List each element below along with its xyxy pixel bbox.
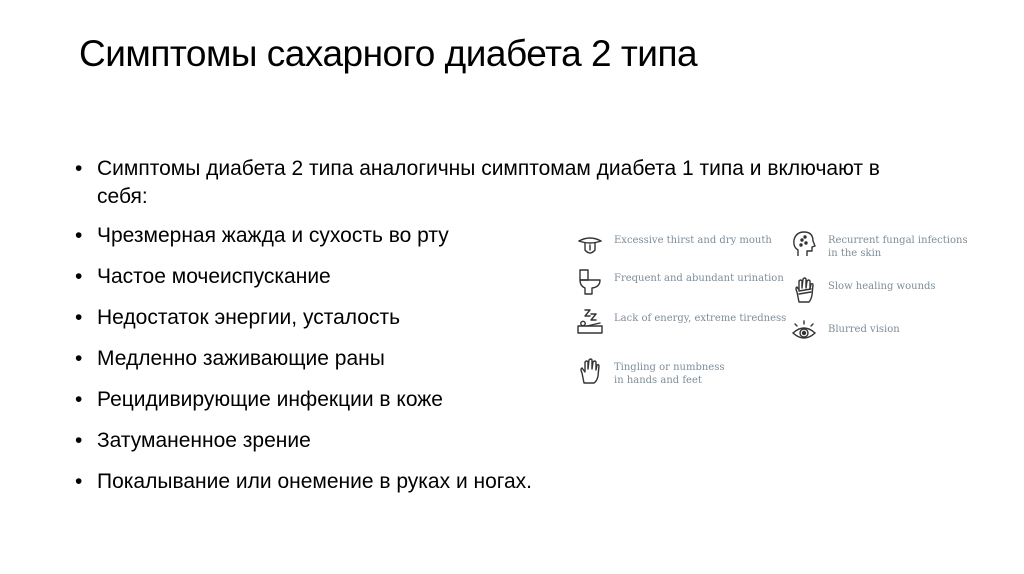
head-icon — [790, 230, 818, 258]
symptom-label: Blurred vision — [828, 324, 900, 335]
bullet-text: Частое мочеиспускание — [97, 265, 331, 288]
slide-title: Симптомы сахарного диабета 2 типа — [79, 33, 698, 74]
symptom-label: Lack of energy, extreme tiredness — [614, 313, 787, 324]
bullet-text: Медленно заживающие раны — [97, 347, 385, 370]
symptoms-infographic — [574, 226, 974, 396]
symptom-urination — [576, 268, 784, 296]
symptom-label: Tingling or numbness in hands and feet — [614, 362, 725, 386]
bandaged-hand-icon — [790, 276, 818, 304]
bullet-dot: • — [75, 429, 83, 452]
bullet-item — [73, 427, 933, 455]
bullet-item — [73, 468, 933, 496]
symptom-fatigue — [576, 308, 786, 336]
bullet-dot: • — [75, 265, 83, 288]
symptom-label: Excessive thirst and dry mouth — [614, 235, 772, 246]
bullet-dot: • — [75, 306, 83, 329]
bullet-dot: • — [75, 157, 83, 180]
symptom-tingling — [576, 357, 725, 387]
symptom-wounds — [790, 276, 936, 304]
toilet-icon — [576, 268, 604, 296]
bullet-text: Покалывание или онемение в руках и ногах. — [97, 470, 533, 493]
tongue-icon — [576, 230, 604, 258]
bullet-item — [73, 155, 927, 211]
symptom-fungal — [790, 230, 968, 260]
symptom-label: Slow healing wounds — [828, 281, 936, 292]
bullet-text: Недостаток энергии, усталость — [97, 306, 401, 329]
bullet-text: Симптомы диабета 2 типа аналогичны симптомам диабета 1 типа и включают в себя: — [97, 157, 880, 208]
bullet-dot: • — [75, 388, 83, 411]
bullet-text: Чрезмерная жажда и сухость во рту — [97, 224, 449, 247]
hand-icon — [576, 357, 604, 385]
bullet-dot: • — [75, 224, 83, 247]
bullet-text: Рецидивирующие инфекции в коже — [97, 388, 443, 411]
symptom-vision — [790, 319, 900, 347]
symptom-label: Recurrent fungal infections in the skin — [828, 235, 968, 259]
sleep-icon — [576, 308, 604, 336]
bullet-dot: • — [75, 470, 83, 493]
bullet-dot: • — [75, 347, 83, 370]
symptom-label: Frequent and abundant urination — [614, 273, 784, 284]
symptom-thirst — [576, 230, 772, 258]
bullet-text: Затуманенное зрение — [97, 429, 311, 452]
eye-icon — [790, 319, 818, 347]
